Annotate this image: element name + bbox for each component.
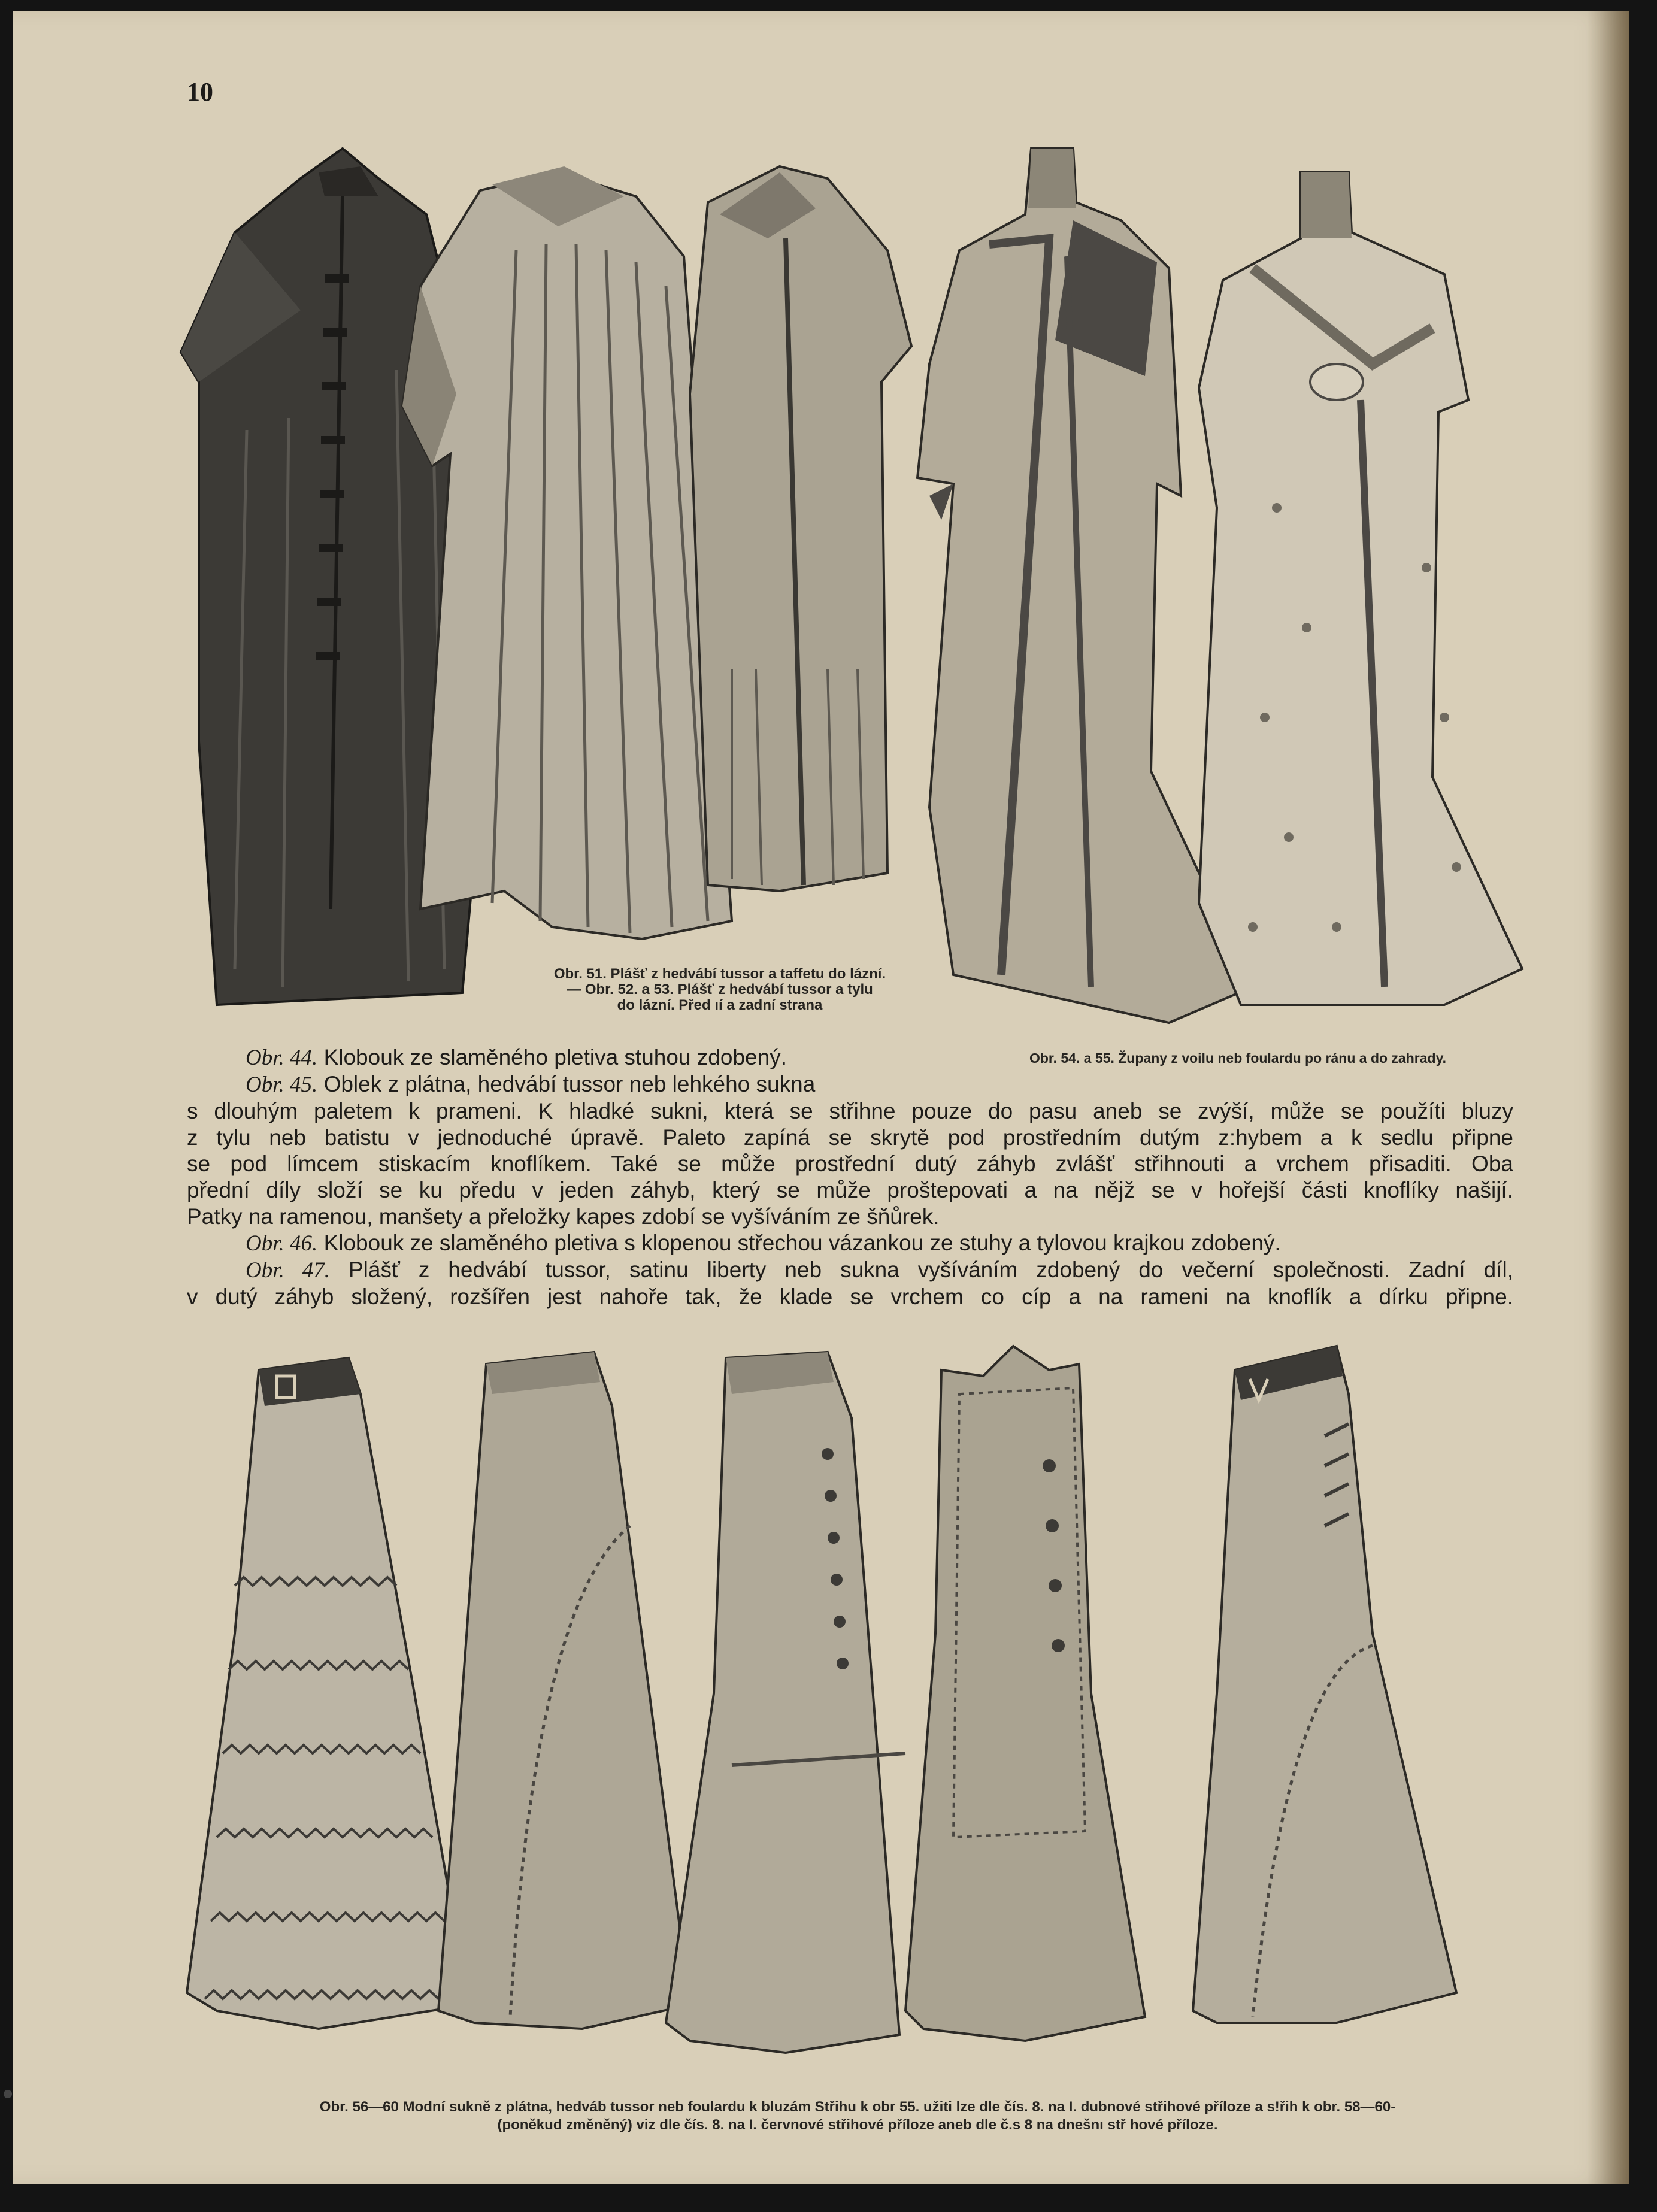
paragraph-line: v dutý záhyb složený, rozšířen jest nahoře tak, že klade se vrchem co cíp a na rameni na knoflík a dírku připne. <box>187 1284 1513 1309</box>
caption-figures-54-55: Obr. 54. a 55. Župany z voilu neb foulardu po ránu a do zahrady. <box>1029 1050 1447 1066</box>
paragraph-obr-47 <box>187 1257 1513 1284</box>
paragraph-line: Patky na ramenou, manšety a přeložky kapes zdobí se vyšíváním ze šňůrek. <box>187 1204 940 1229</box>
paragraph-line: přední díly složí se ku předu v jeden záhyb, který se může proštepovati a na nějž se v hořejší části knoflíky našijí. <box>187 1178 1513 1202</box>
paragraph-text: Klobouk ze slaměného pletiva stuhou zdobený. <box>323 1045 787 1069</box>
paragraph-text: Oblek z plátna, hedvábí tussor neb lehkého sukna <box>323 1072 816 1096</box>
cloak-fig-53 <box>690 166 911 891</box>
figure-ref-46: Obr. 46. <box>246 1231 318 1256</box>
caption-line: (poněkud změněný) viz dle čís. 8. na I. červnové střihové příloze aneb dle č.s 8 na dnešnı stř hové příloze. <box>497 2117 1218 2133</box>
page-number: 10 <box>187 77 213 107</box>
paragraph-line: z tylu neb batistu v jednoduché úpravě. Paleto zapíná se skrytě pod prostředním dutým z:hybem a k sedlu připne <box>187 1125 1513 1150</box>
paragraph-obr-44 <box>187 1044 1513 1071</box>
robe-fig-55 <box>1199 172 1522 1005</box>
caption-line: Obr. 56—60 Modní sukně z plátna, hedváb tussor neb foulardu k bluzám Střihu k obr 55. užiti lze dle čís. 8. na I. dubnové střihové příloze a s!řih k obr. 58—60- <box>319 2099 1396 2115</box>
figure-ref-44: Obr. 44. <box>246 1046 318 1070</box>
caption-line: Obr. 51. Plášť z hedvábí tussor a taffetu do lázní. <box>553 966 886 982</box>
article-text <box>187 1044 1513 1310</box>
magazine-page <box>13 11 1629 2184</box>
illustration-robes-54-55 <box>917 149 1546 1029</box>
skirt-fig-60 <box>1193 1346 1456 2023</box>
skirt-fig-57 <box>438 1352 690 2029</box>
paragraph-line: s dlouhým paletem k prameni. K hladké sukni, která se střihne pouze do pasu aneb se zvýší, může se použíti bluzy <box>187 1099 1513 1123</box>
paragraph-line: se pod límcem stiskacím knoflíkem. Také se může prostřední dutý záhyb zvlášť střihnouti a vrchem přisaditi. Oba <box>187 1152 1513 1176</box>
illustration-cloaks-51-53 <box>181 131 923 1005</box>
cloak-fig-52 <box>402 166 732 939</box>
skirt-fig-59 <box>905 1346 1145 2041</box>
scan-margin-mark <box>4 2090 12 2098</box>
illustration-skirts-56-60 <box>199 1334 1546 2065</box>
caption-line: — Obr. 52. a 53. Plášť z hedvábí tussor a tylu <box>567 981 873 998</box>
paragraph-obr-46 <box>187 1230 1513 1257</box>
page-gutter-shadow <box>1587 11 1629 2184</box>
paragraph-text: Plášť z hedvábí tussor, satinu liberty neb sukna vyšíváním zdobený do večerní společnosti. Zadní díl, <box>348 1257 1513 1282</box>
caption-figures-51-53 <box>510 966 929 1013</box>
figure-ref-47: Obr. 47. <box>246 1258 330 1283</box>
paragraph-obr-45 <box>187 1071 1513 1098</box>
caption-line: do lázní. Před ıí a zadní strana <box>617 997 823 1013</box>
figure-ref-45: Obr. 45. <box>246 1072 318 1097</box>
paragraph-text: Klobouk ze slaměného pletiva s klopenou střechou vázankou ze stuhy a tylovou krajkou zdobený. <box>323 1231 1281 1255</box>
skirt-fig-56 <box>187 1358 468 2029</box>
caption-figures-56-60 <box>187 2098 1528 2134</box>
skirt-fig-58 <box>666 1352 905 2053</box>
